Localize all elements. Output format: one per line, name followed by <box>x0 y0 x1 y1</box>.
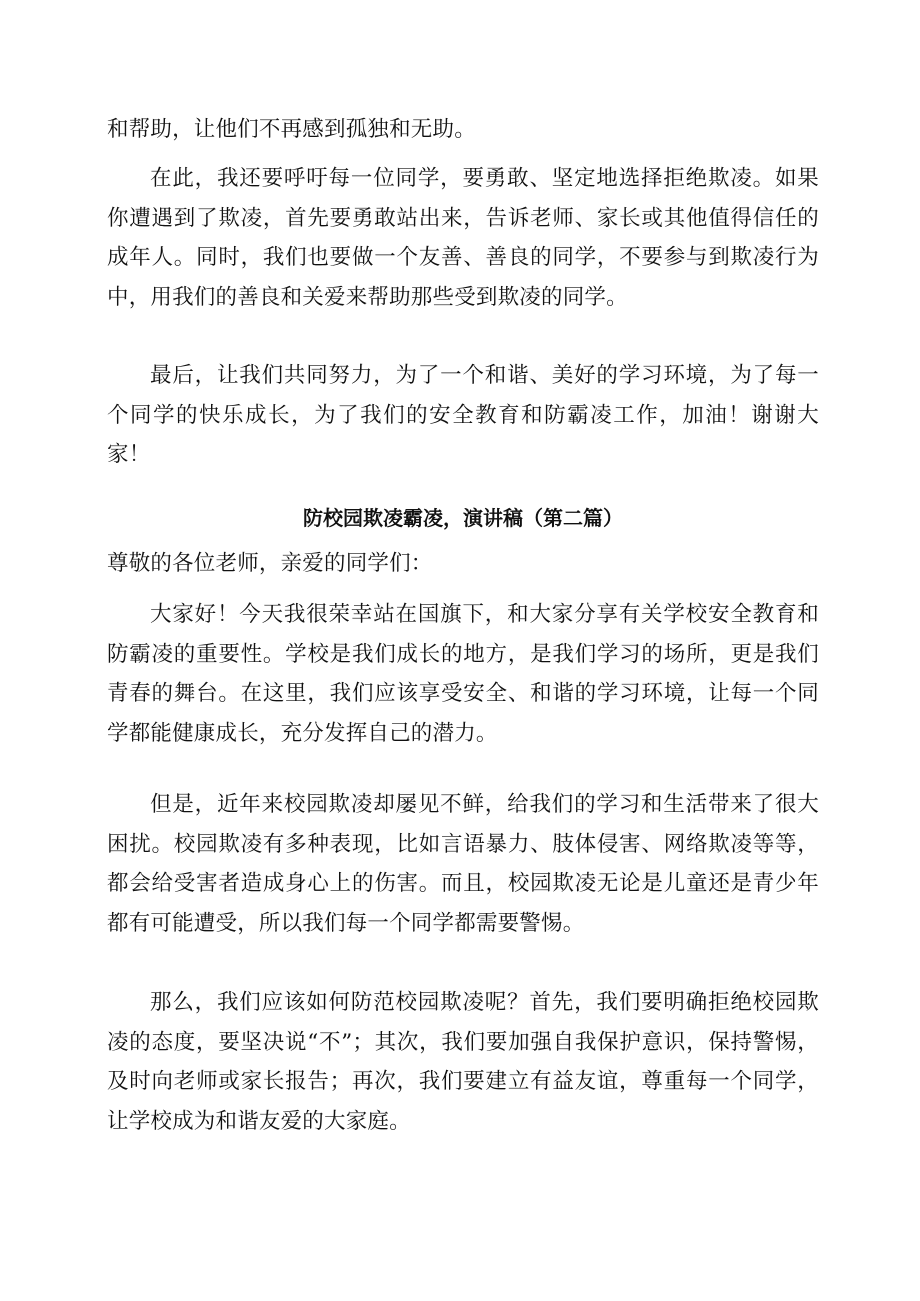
call-to-action-paragraph: 在此，我还要呼吁每一位同学，要勇敢、坚定地选择拒绝欺凌。如果你遭遇到了欺凌，首先要勇敢站出来，告诉老师、家长或其他值得信任的成年人。同时，我们也要做一个友善、善良的同学，不要参与到欺凌行为中，用我们的善良和关爱来帮助那些受到欺凌的同学。 <box>107 166 819 310</box>
bullying-problem-paragraph: 但是，近年来校园欺凌却屡见不鲜，给我们的学习和生活带来了很大困扰。校园欺凌有多种表现，比如言语暴力、肢体侵害、网络欺凌等等，都会给受害者造成身心上的伤害。而且，校园欺凌无论是儿童还是青少年都有可能遭受，所以我们每一个同学都需要警惕。 <box>107 792 819 936</box>
previous-paragraph-tail: 和帮助，让他们不再感到孤独和无助。 <box>107 117 476 142</box>
prevention-paragraph: 那么，我们应该如何防范校园欺凌呢？首先，我们要明确拒绝校园欺凌的态度，要坚决说“不”；其次，我们要加强自我保护意识，保持警惕，及时向老师或家长报告；再次，我们要建立有益友谊，尊重每一个同学，让学校成为和谐友爱的大家庭。 <box>107 990 819 1134</box>
closing-paragraph: 最后，让我们共同努力，为了一个和谐、美好的学习环境，为了每一个同学的快乐成长，为了我们的安全教育和防霸凌工作，加油！谢谢大家！ <box>107 363 819 467</box>
salutation: 尊敬的各位老师，亲爱的同学们： <box>107 551 433 576</box>
speech-title: 防校园欺凌霸凌，演讲稿（第二篇） <box>303 506 623 530</box>
intro-paragraph: 大家好！今天我很荣幸站在国旗下，和大家分享有关学校安全教育和防霸凌的重要性。学校是我们成长的地方，是我们学习的场所，更是我们青春的舞台。在这里，我们应该享受安全、和谐的学习环境，让每一个同学都能健康成长，充分发挥自己的潜力。 <box>107 602 819 746</box>
